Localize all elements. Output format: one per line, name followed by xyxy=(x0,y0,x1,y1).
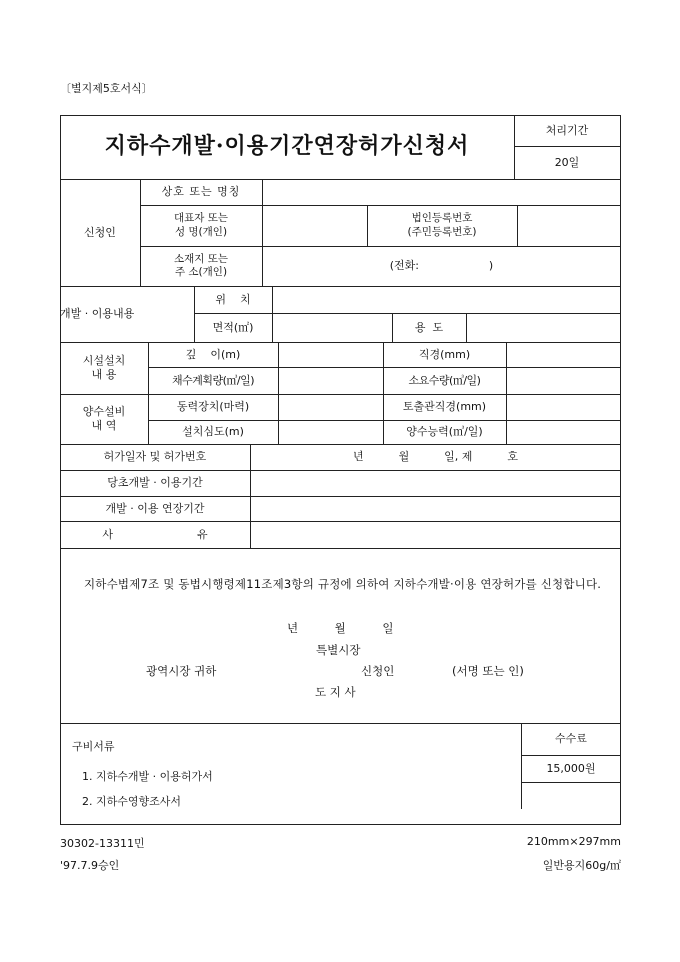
form-number: 〔별지제5호서식〕 xyxy=(60,82,153,95)
declaration-text: 지하수법제7조 및 동법시행령제11조제3항의 규정에 의하여 지하수개발·이용 연장허가를 신청합니다. xyxy=(84,577,602,591)
permit-date-value: 년 월 일, 제 호 xyxy=(352,450,519,464)
processing-period-value: 20일 xyxy=(554,155,580,169)
pump-section-label: 양수설비 내 역 xyxy=(82,405,126,432)
corporate-registration-label: 법인등록번호 (주민등록번호) xyxy=(407,212,477,238)
fee-value: 15,000원 xyxy=(546,761,596,775)
trade-name-label: 상호 또는 명칭 xyxy=(161,185,241,199)
phone-field: (전화: ) xyxy=(389,259,494,273)
use-label: 용 도 xyxy=(414,320,444,334)
facility-section-label: 시설설치 내 용 xyxy=(82,354,126,381)
reason-label: 사 유 xyxy=(102,527,208,541)
power-unit-label: 동력장치(마력) xyxy=(176,400,250,414)
fee-label: 수수료 xyxy=(555,732,587,746)
diameter-label: 직경(mm) xyxy=(418,347,471,361)
dev-content-label: 개발 · 이용내용 xyxy=(60,307,135,321)
form-code: 30302-13311민 xyxy=(60,837,145,850)
addressee: 광역시장 귀하 xyxy=(146,664,217,678)
governor: 도 지 사 xyxy=(315,685,356,699)
special-city-mayor: 특별시장 xyxy=(316,643,361,657)
pump-capacity-label: 양수능력(㎥/일) xyxy=(406,425,483,439)
required-docs-label: 구비서류 xyxy=(72,740,115,753)
required-doc-item: 1. 지하수개발 · 이용허가서 xyxy=(82,770,213,783)
applicant-section-label: 신청인 xyxy=(84,225,116,239)
location-label: 위 치 xyxy=(215,292,251,306)
representative-name-label: 대표자 또는 성 명(개인) xyxy=(173,212,229,238)
required-doc-item: 2. 지하수영향조사서 xyxy=(82,795,181,808)
approval-date: '97.7.9승인 xyxy=(60,859,120,872)
discharge-diameter-label: 토출관직경(mm) xyxy=(402,400,487,414)
original-period-label: 당초개발 · 이용기간 xyxy=(107,476,203,490)
processing-period-label: 처리기간 xyxy=(545,123,589,137)
planned-intake-label: 채수계획량(㎥/일) xyxy=(171,373,255,387)
address-label: 소재지 또는 주 소(개인) xyxy=(173,252,229,278)
extension-period-label: 개발 · 이용 연장기간 xyxy=(105,501,205,515)
area-label: 면적(㎡) xyxy=(212,320,254,334)
paper-weight: 일반용지60g/㎡ xyxy=(542,859,621,872)
depth-label: 깊 이(m) xyxy=(185,347,241,361)
install-depth-label: 설치심도(m) xyxy=(182,425,244,439)
form-title: 지하수개발·이용기간연장허가신청서 xyxy=(104,133,470,160)
paper-size: 210mm×297mm xyxy=(526,835,621,848)
signature-placeholder: (서명 또는 인) xyxy=(452,664,524,678)
required-amount-label: 소요수량(㎥/일) xyxy=(408,373,481,387)
applicant-sign-label: 신청인 xyxy=(361,664,395,678)
permit-date-label: 허가일자 및 허가번호 xyxy=(103,450,207,464)
declaration-date: 년 월 일 xyxy=(287,621,394,635)
